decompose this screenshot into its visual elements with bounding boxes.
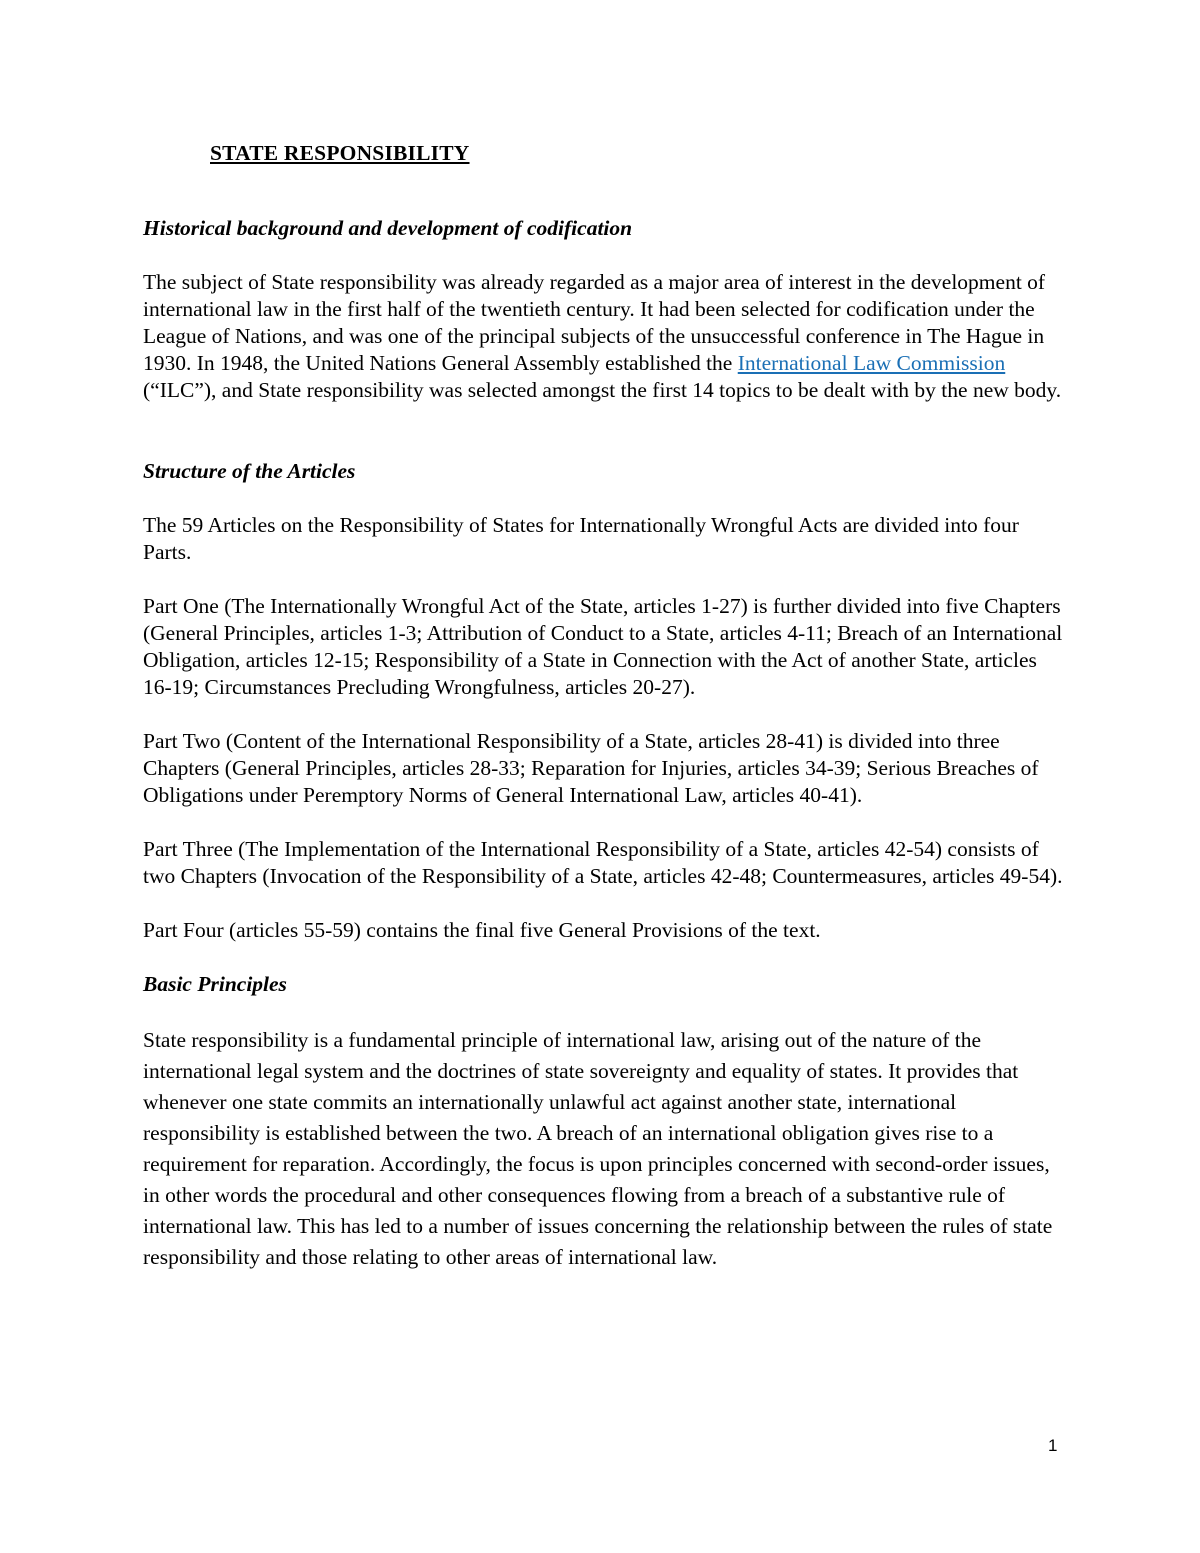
history-text-after-link: (“ILC”), and State responsibility was selected amongst the first 14 topics to be dealt with by the new body. (143, 378, 1062, 402)
history-paragraph (143, 269, 1068, 404)
part-one-paragraph: Part One (The Internationally Wrongful Act of the State, articles 1-27) is further divided into five Chapters (General Principles, articles 1-3; Attribution of Conduct to a State, articles 4-11; Breach of an International Obligation, articles 12-15; Responsibility of a State in Connection with the Act of another State, articles 16-19; Circumstances Precluding Wrongfulness, articles 20-27). (143, 594, 1063, 699)
part-four-paragraph: Part Four (articles 55-59) contains the final five General Provisions of the text. (143, 918, 821, 942)
section-heading-history: Historical background and development of codification (143, 216, 633, 240)
document-title: STATE RESPONSIBILITY (210, 141, 470, 165)
part-two-paragraph: Part Two (Content of the International Responsibility of a State, articles 28-41) is divided into three Chapters (General Principles, articles 28-33; Reparation for Injuries, articles 34-39; Serious Breaches of Obligations under Peremptory Norms of General International Law, articles 40-41). (143, 729, 1039, 807)
structure-intro-paragraph: The 59 Articles on the Responsibility of States for Internationally Wrongful Acts are divided into four Parts. (143, 513, 1019, 564)
section-heading-basic: Basic Principles (143, 972, 287, 996)
page-number: 1 (1048, 1436, 1058, 1455)
section-heading-structure: Structure of the Articles (143, 459, 356, 483)
document-body (143, 140, 1068, 1273)
basic-principles-paragraph: State responsibility is a fundamental principle of international law, arising out of the nature of the international legal system and the doctrines of state sovereignty and equality of states. It provides that whenever one state commits an internationally unlawful act against another state, international responsibility is established between the two. A breach of an international obligation gives rise to a requirement for reparation. Accordingly, the focus is upon principles concerned with second-order issues, in other words the procedural and other consequences flowing from a breach of a substantive rule of international law. This has led to a number of issues concerning the relationship between the rules of state responsibility and those relating to other areas of international law. (143, 1028, 1053, 1269)
part-three-paragraph: Part Three (The Implementation of the International Responsibility of a State, articles 42-54) consists of two Chapters (Invocation of the Responsibility of a State, articles 42-48; Countermeasures, articles 49-54). (143, 837, 1063, 888)
ilc-link[interactable]: International Law Commission (737, 351, 1006, 375)
history-text-before-link: The subject of State responsibility was already regarded as a major area of interest in the development of international law in the first half of the twentieth century. It had been selected for codification under the League of Nations, and was one of the principal subjects of the unsuccessful conference in The Hague in 1930. In 1948, the United Nations General Assembly established the (143, 270, 1046, 375)
